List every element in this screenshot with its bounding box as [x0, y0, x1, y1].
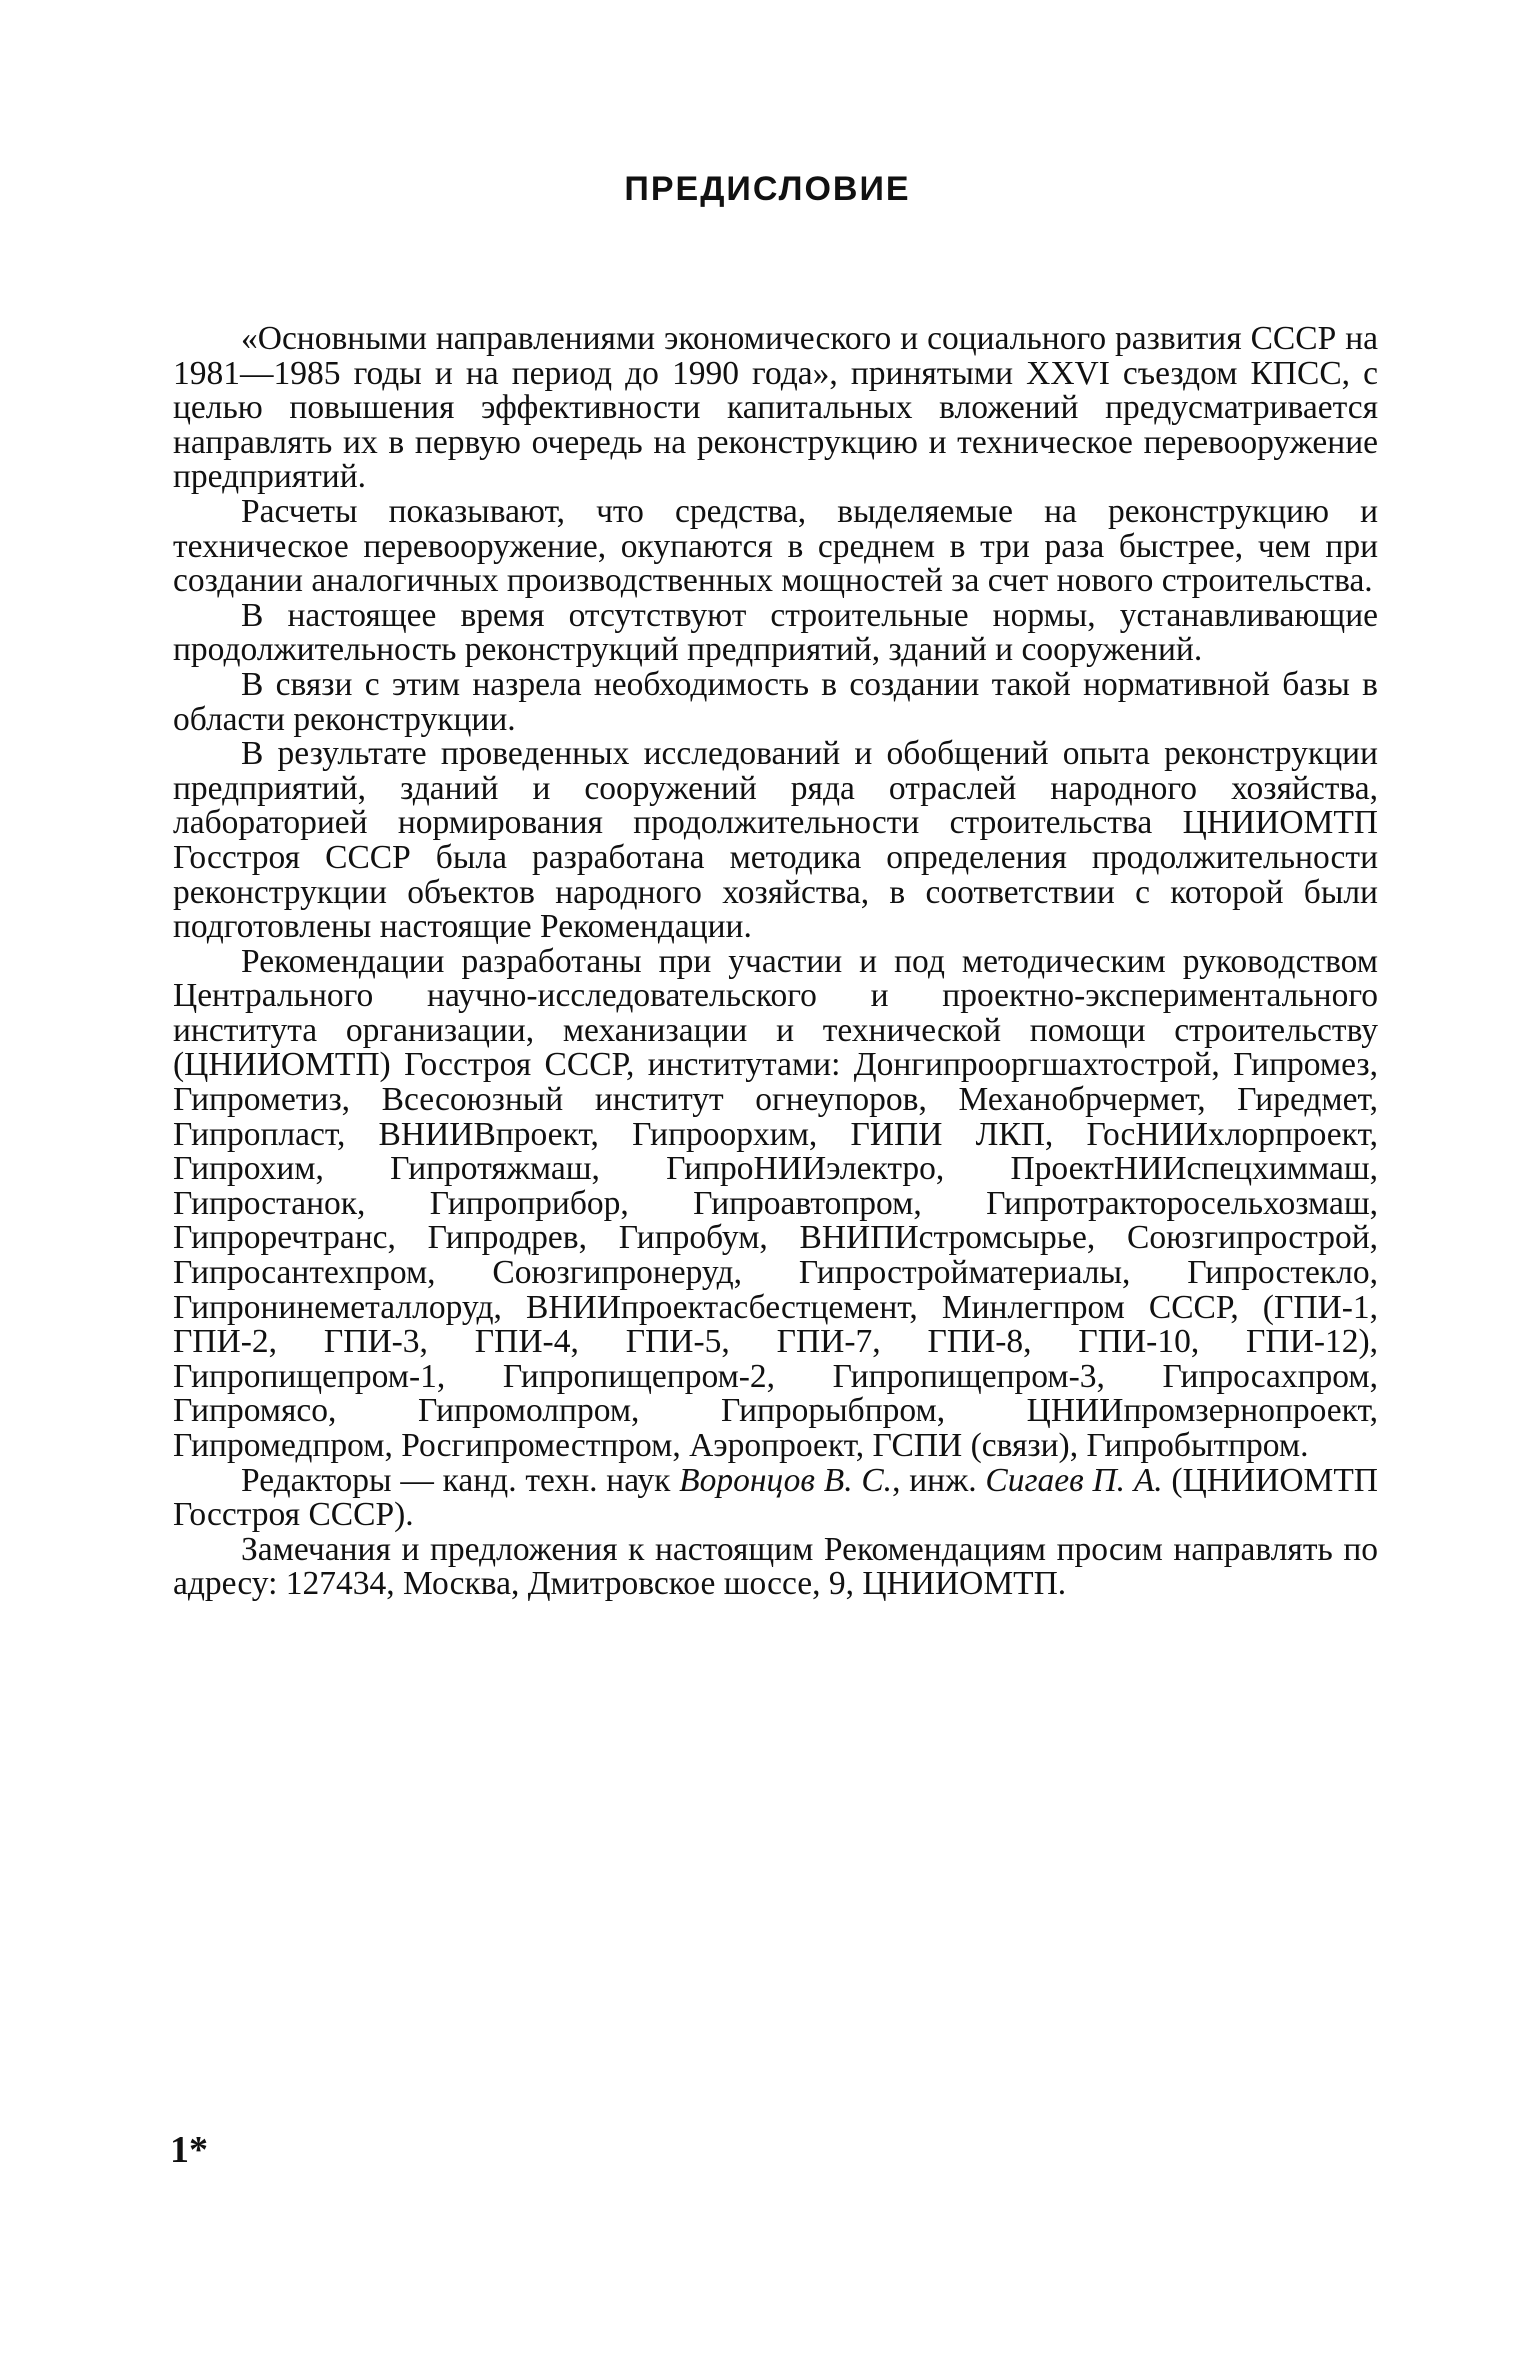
- editors-middle: , инж.: [892, 1461, 986, 1499]
- page-signature-mark: 1*: [170, 2129, 208, 2171]
- editor-name-1: Воронцов В. С.: [679, 1461, 893, 1499]
- paragraph-contact: Замечания и предложения к настоящим Рекомендациям просим направлять по адресу: 127434, Москва, Дмитровское шоссе, 9, ЦНИИОМТП.: [173, 1530, 1378, 1603]
- editors-suffix: (ЦНИИОМТП Госстроя СССР).: [173, 1461, 1378, 1534]
- paragraph-editors: [173, 1461, 1378, 1534]
- paragraph-no-norms: В настоящее время отсутствуют строительные нормы, устанавливающие продолжительность реконструкций предприятий, зданий и сооружений.: [173, 596, 1378, 669]
- paragraph-participants: Рекомендации разработаны при участии и под методическим руководством Центрального научно-исследовательского и проектно-экспериментального института организации, механизации и технической помощи строительству (ЦНИИОМТП) Госстроя СССР, институтами: Донгипрооргшахтострой, Гипромез, Гипрометиз, Всесоюзный институт огнеупоров, Механобрчермет, Гиредмет, Гипропласт, ВНИИВпроект, Гипроорхим, ГИПИ ЛКП, ГосНИИхлорпроект, Гипрохим, Гипротяжмаш, ГипроНИИэлектро, ПроектНИИспецхиммаш, Гипростанок, Гипроприбор, Гипроавтопром, Гипротракторосельхозмаш, Гипроречтранс, Гипродрев, Гипробум, ВНИПИстромсырье, Союзгипрострой, Гипросантехпром, Союзгипронеруд, Гипростройматериалы, Гипростекло, Гипронинеметаллоруд, ВНИИпроектасбестцемент, Минлегпром СССР, (ГПИ-1, ГПИ-2, ГПИ-3, ГПИ-4, ГПИ-5, ГПИ-7, ГПИ-8, ГПИ-10, ГПИ-12), Гипропищепром-1, Гипропищепром-2, Гипропищепром-3, Гипросахпром, Гипромясо, Гипромолпром, Гипрорыбпром, ЦНИИпромзернопроект, Гипромедпром, Росгипроместпром, Аэропроект, ГСПИ (связи), Гипробытпром.: [173, 942, 1378, 1464]
- paragraph-methodology: В результате проведенных исследований и обобщений опыта реконструкции предприятий, зданий и сооружений ряда отраслей народного хозяйства, лабораторией нормирования продолжительности строительства ЦНИИОМТП Госстроя СССР была разработана методика определения продолжительности реконструкции объектов народного хозяйства, в соответствии с которой были подготовлены настоящие Рекомендации.: [173, 735, 1378, 946]
- paragraph-need-normative-base: В связи с этим назрела необходимость в создании такой нормативной базы в области реконструкции.: [173, 665, 1378, 738]
- paragraph-calculations: Расчеты показывают, что средства, выделяемые на реконструкцию и техническое перевооружение, окупаются в среднем в три раза быстрее, чем при создании аналогичных производственных мощностей за счет нового строительства.: [173, 492, 1378, 600]
- body-text: [173, 322, 1378, 1602]
- editors-prefix: Редакторы — канд. техн. наук: [241, 1461, 680, 1499]
- paragraph-main-directions: «Основными направлениями экономического и социального развития СССР на 1981—1985 годы и на период до 1990 года», принятыми XXVI съездом КПСС, с целью повышения эффективности капитальных вложений предусматривается направлять их в первую очередь на реконструкцию и техническое перевооружение предприятий.: [173, 320, 1378, 496]
- page-title: ПРЕДИСЛОВИЕ: [624, 170, 911, 208]
- editor-name-2: Сигаев П. А.: [985, 1461, 1163, 1499]
